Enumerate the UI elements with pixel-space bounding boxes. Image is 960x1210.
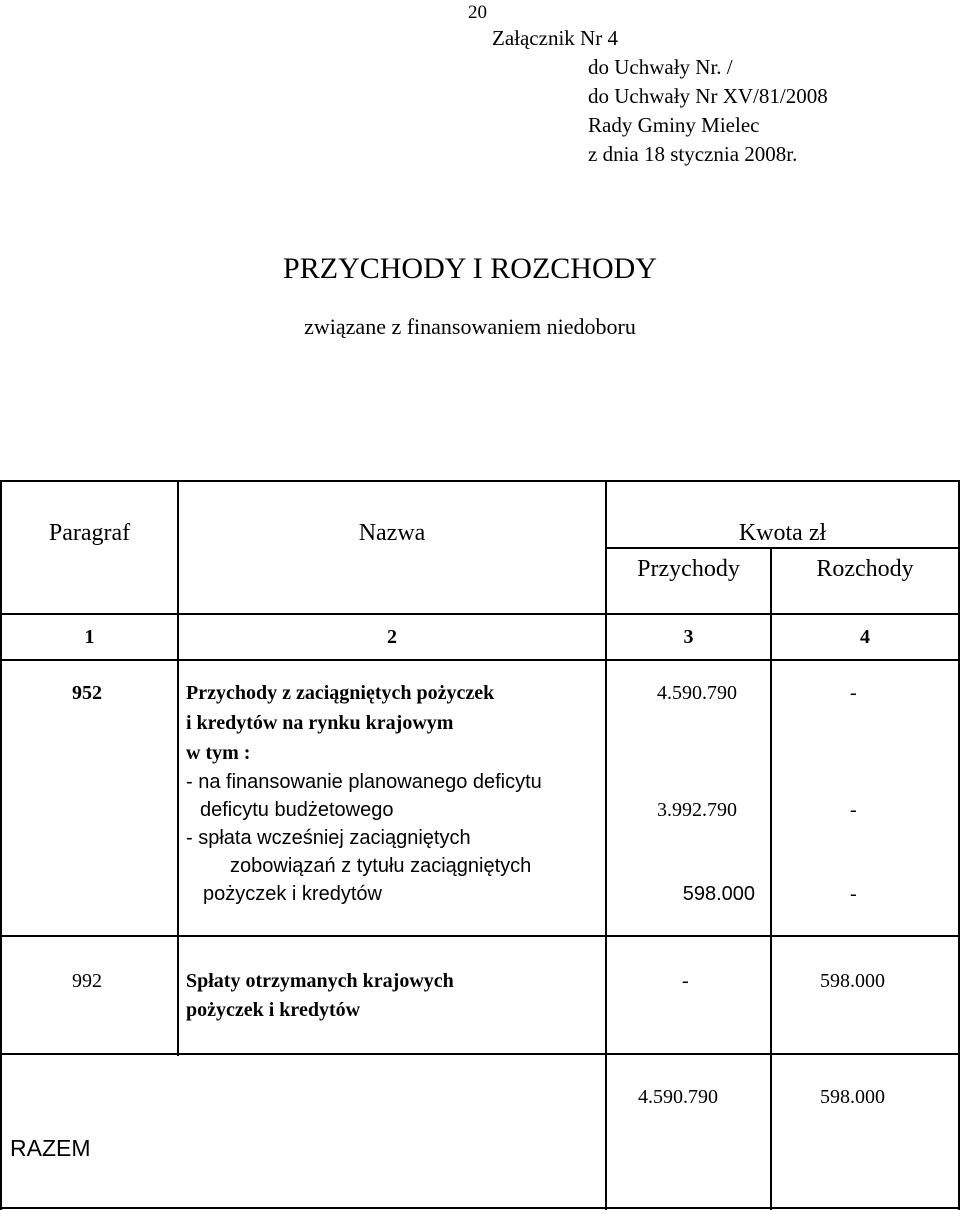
- row-992-bottom: [0, 1053, 960, 1055]
- row-992-paragraf: 992: [72, 970, 102, 992]
- header-kwota: Kwota zł: [738, 520, 827, 546]
- page-subtitle: związane z finansowaniem niedoboru: [304, 314, 636, 339]
- resolution-line-1: do Uchwały Nr. /: [588, 55, 733, 79]
- row-992-name-line: Spłaty otrzymanych krajowych: [186, 970, 454, 992]
- row-952-rozchody-repayment: -: [850, 883, 857, 905]
- row-952-przychody-deficit: 3.992.790: [657, 799, 737, 821]
- header-paragraf: Paragraf: [48, 520, 131, 546]
- table-divider-2: [605, 480, 607, 1210]
- row-952-rozchody-total: -: [850, 682, 857, 704]
- total-przychody: 4.590.790: [638, 1086, 718, 1108]
- resolution-date: z dnia 18 stycznia 2008r.: [588, 142, 798, 166]
- column-number-2: 2: [387, 626, 397, 648]
- table-border-left: [0, 480, 2, 1210]
- row-952-name-line: pożyczek i kredytów: [203, 883, 382, 905]
- row-952-name-line: - na finansowanie planowanego deficytu: [186, 771, 542, 793]
- resolution-line-3: Rady Gminy Mielec: [588, 113, 760, 137]
- header-bottom-line: [0, 613, 960, 615]
- header-rozchody: Rozchody: [816, 556, 914, 582]
- row-952-paragraf: 952: [72, 682, 102, 704]
- resolution-line-2: do Uchwały Nr XV/81/2008: [588, 84, 828, 108]
- row-952-przychody-total: 4.590.790: [657, 682, 737, 704]
- table-border-top: [0, 480, 960, 482]
- row-952-name-line: Przychody z zaciągniętych pożyczek: [186, 682, 495, 704]
- row-992-przychody: -: [682, 970, 689, 992]
- row-952-name-line: w tym :: [186, 742, 251, 764]
- column-numbers-line: [0, 659, 960, 661]
- row-952-bottom: [0, 935, 960, 937]
- header-przychody: Przychody: [637, 556, 740, 582]
- page-title: PRZYCHODY I ROZCHODY: [283, 252, 657, 285]
- column-number-4: 4: [860, 626, 870, 648]
- row-952-name-line: i kredytów na rynku krajowym: [186, 712, 454, 734]
- row-952-name-line: deficytu budżetowego: [200, 799, 394, 821]
- table-divider-1: [177, 480, 179, 1056]
- row-992-rozchody: 598.000: [820, 970, 885, 992]
- row-952-rozchody-deficit: -: [850, 799, 857, 821]
- column-number-1: 1: [84, 626, 95, 648]
- table-divider-3: [770, 548, 772, 1210]
- attachment-label: Załącznik Nr 4: [492, 26, 618, 50]
- row-952-przychody-repayment: 598.000: [682, 883, 755, 905]
- total-label: RAZEM: [10, 1135, 91, 1161]
- total-rozchody: 598.000: [820, 1086, 885, 1108]
- header-nazwa: Nazwa: [358, 520, 426, 546]
- row-952-name-line: - spłata wcześniej zaciągniętych: [186, 827, 471, 849]
- page-number: 20: [468, 2, 487, 23]
- kwota-divider: [605, 547, 960, 549]
- row-992-name-line: pożyczek i kredytów: [186, 999, 361, 1021]
- column-number-3: 3: [683, 626, 694, 648]
- table-border-bottom: [0, 1207, 960, 1209]
- row-952-name-line: zobowiązań z tytułu zaciągniętych: [230, 855, 532, 877]
